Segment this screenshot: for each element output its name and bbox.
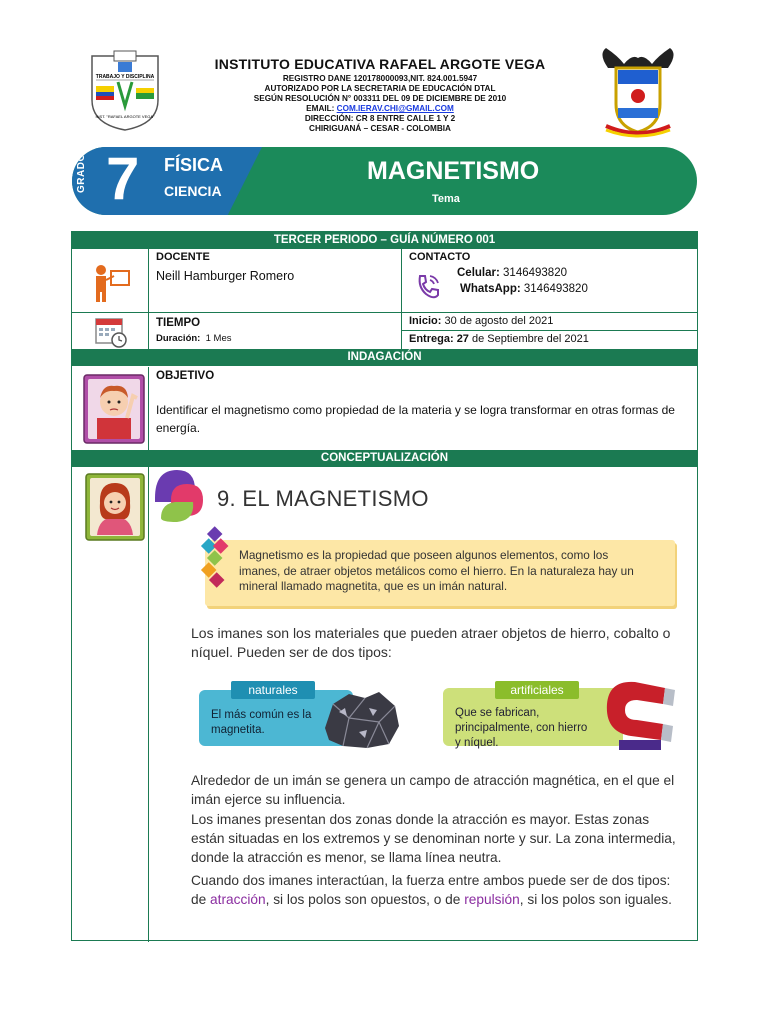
resolution: SEGÚN RESOLUCIÓN N° 003311 DEL 09 DE DICIEMBRE DE 2010 (253, 94, 507, 103)
school-name: INSTITUTO EDUCATIVA RAFAEL ARGOTE VEGA (214, 56, 546, 72)
natural-tag: naturales (231, 681, 315, 699)
section-heading (217, 486, 429, 512)
dane-registry: REGISTRO DANE 120178000093,NIT. 824.001.5947 (282, 74, 478, 83)
authorization: AUTORIZADO POR LA SECRETARIA DE EDUCACIÓN DTAL (264, 84, 496, 93)
subject-area: CIENCIA (164, 183, 222, 199)
entrega-line: Entrega: 27 de Septiembre del 2021 (409, 333, 589, 345)
artificial-tag: artificiales (495, 681, 579, 699)
period-title-bar: TERCER PERIODO – GUÍA NÚMERO 001 (72, 232, 697, 249)
svg-text:INST. "RAFAEL ARGOTE VEGA": INST. "RAFAEL ARGOTE VEGA" (95, 114, 155, 119)
city: CHIRIGUANÁ – CESAR - COLOMBIA (309, 124, 451, 133)
section-number: 9. (217, 486, 236, 511)
teacher-icon (90, 262, 132, 309)
inicio-line: Inicio: 30 de agosto del 2021 (409, 315, 554, 327)
duracion-line: Duración: 1 Mes (156, 333, 232, 344)
duracion-value: 1 Mes (205, 333, 232, 344)
field-paragraph: Alrededor de un imán se genera un campo de atracción magnética, en el que el imán ejerce su influencia. (191, 773, 675, 807)
docente-label: DOCENTE (156, 251, 210, 263)
repulsion-term: repulsión (464, 892, 520, 907)
celular-line: Celular: 3146493820 (457, 267, 567, 279)
objetivo-label: OBJETIVO (156, 370, 215, 382)
email-line: EMAIL: COM.IERAV.CHI@GMAIL.COM (306, 104, 454, 113)
attraction-term: atracción (210, 892, 266, 907)
artificial-text: Que se fabrican, principalmente, con hierro y níquel. (455, 707, 588, 749)
celular-number: 3146493820 (503, 267, 567, 279)
colombia-coat-of-arms (598, 46, 678, 138)
tiempo-label: TIEMPO (156, 317, 201, 329)
address: DIRECCIÓN: CR 8 ENTRE CALLE 1 Y 2 (304, 114, 456, 123)
horseshoe-magnet-image (583, 674, 679, 759)
magnetite-rock-image (319, 688, 403, 757)
definition-text: Magnetismo es la propiedad que poseen algunos elementos, como los imanes, de atraer objetos metálicos como el hierro. En la naturaleza hay un mineral llamado magnetita, que es un imán natural. (239, 548, 634, 593)
conceptualizacion-bar: CONCEPTUALIZACIÓN (72, 450, 697, 467)
svg-text:TRABAJO Y DISCIPLINA: TRABAJO Y DISCIPLINA (95, 74, 155, 80)
grado-number: 7 (106, 147, 140, 212)
calendar-icon (94, 314, 128, 353)
contacto-label: CONTACTO (409, 251, 471, 263)
interaction-paragraph: Cuando dos imanes interactúan, la fuerza entre ambos puede ser de dos tipos: de atracción, si los polos son opuestos, o de repulsión, si los polos son iguales. (191, 873, 672, 907)
email-link[interactable]: COM.IERAV.CHI@GMAIL.COM (336, 104, 454, 113)
section-title: EL MAGNETISMO (242, 486, 429, 511)
natural-text: El más común es la magnetita. (211, 709, 312, 736)
whatsapp-number: 3146493820 (523, 283, 588, 295)
section-decoration (153, 468, 215, 529)
thinking-student-icon (83, 374, 145, 449)
subject-name: FÍSICA (164, 155, 224, 175)
phone-icon (412, 272, 442, 307)
inicio-date: 30 de agosto del 2021 (444, 315, 554, 327)
topic-title: MAGNETISMO (367, 157, 540, 185)
docente-name: Neill Hamburger Romero (156, 269, 295, 283)
subject-banner (72, 147, 697, 215)
entrega-date: de Septiembre del 2021 (472, 333, 589, 345)
grado-label: GRADO (76, 153, 87, 193)
topic-label: Tema (432, 193, 460, 205)
school-info (180, 56, 580, 134)
indagacion-bar: INDAGACIÓN (72, 349, 697, 366)
diamond-stack-icon (197, 526, 233, 595)
school-crest-logo (88, 50, 162, 132)
objetivo-text: Identificar el magnetismo como propiedad de la materia y se logra transformar en otras formas de energía. (156, 403, 675, 435)
entrega-day: 27 (456, 333, 469, 345)
poles-paragraph: Los imanes presentan dos zonas donde la atracción es mayor. Estas zonas están situadas en los extremos y se denominan norte y sur. La zona intermedia, donde la atracción es menor, se llama línea neutra. (191, 812, 676, 865)
whatsapp-line: WhatsApp: 3146493820 (460, 283, 588, 295)
intro-paragraph: Los imanes son los materiales que pueden atraer objetos de hierro, cobalto o níquel. Pueden ser de dos tipos: (191, 625, 671, 660)
magnetism-content (153, 468, 693, 938)
student-girl-icon (85, 473, 145, 546)
